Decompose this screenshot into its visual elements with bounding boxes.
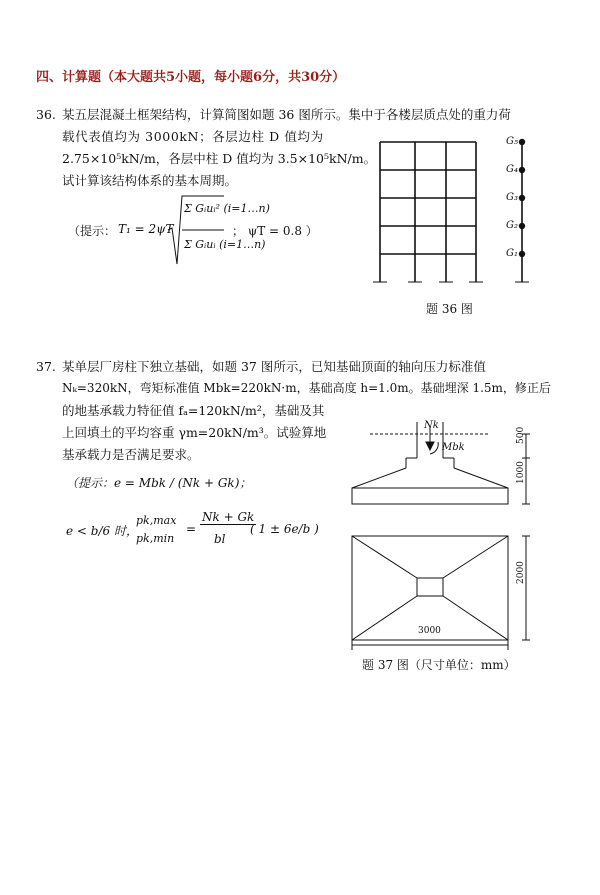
- q37-hint2-condition: e < b/6 时，: [66, 524, 138, 538]
- q36-line4: 试计算该结构体系的基本周期。: [62, 173, 238, 188]
- q37-line5: 基承载力是否满足要求。: [62, 447, 200, 462]
- q36-frame-figure: [370, 132, 550, 294]
- q37-number: 37.: [36, 359, 56, 374]
- q36-formula-denominator: Σ Gᵢuᵢ (i=1…n): [184, 238, 266, 251]
- q37-line3: 的地基承载力特征值 fₐ=120kN/m²，基础及其: [62, 403, 325, 418]
- mass-label-g2: G₂: [506, 220, 518, 231]
- mass-label-g4: G₄: [506, 164, 518, 175]
- dim-line-3000: [346, 638, 516, 652]
- q36-formula-numerator: Σ Gᵢuᵢ² (i=1…n): [184, 202, 270, 215]
- q37-hint1: （提示：e = Mbk / (Nk + Gk)；: [66, 476, 252, 490]
- dim-500: 500: [516, 426, 526, 444]
- mass-label-g1: G₁: [506, 248, 518, 259]
- q36-hint-prefix: （提示：: [68, 224, 117, 238]
- q36-number: 36.: [36, 107, 56, 122]
- dim-1000: 1000: [516, 461, 526, 484]
- q37-caption: 题 37 图（尺寸单位：mm）: [362, 658, 516, 672]
- q36-line2: 载代表值均为 3000kN；各层边柱 D 值均为: [62, 129, 324, 144]
- q37-line4: 上回填土的平均容重 γm=20kN/m³。试验算地: [62, 425, 327, 440]
- dim-3000: 3000: [418, 626, 441, 636]
- q36-formula-lhs: T₁ = 2ψT: [118, 222, 174, 236]
- q36-formula-rhs: ； ψT = 0.8 ）: [232, 224, 318, 238]
- q37-hint2-bracket: ( 1 ± 6e/b ): [250, 522, 319, 536]
- q37-hint2-equals: =: [186, 522, 197, 536]
- q36-line1: 某五层混凝土框架结构，计算简图如题 36 图所示。集中于各楼层质点处的重力荷: [62, 107, 511, 122]
- q37-foundation-figure: [340, 412, 540, 650]
- q36-line3: 2.75×10⁵kN/m，各层中柱 D 值均为 3.5×10⁵kN/m。: [62, 151, 377, 166]
- load-m-label: Mbk: [442, 442, 465, 453]
- q37-hint2-denominator: bl: [214, 532, 226, 546]
- q37-line1: 某单层厂房柱下独立基础，如题 37 图所示，已知基础顶面的轴向压力标准值: [62, 359, 486, 374]
- q37-line2: Nₖ=320kN，弯矩标准值 Mbk=220kN·m，基础高度 h=1.0m。基础埋深 1.5m，修正后: [62, 381, 551, 395]
- load-n-label: Nk: [424, 420, 439, 431]
- section-heading: 四、计算题（本大题共5小题，每小题6分，共30分）: [36, 70, 346, 85]
- mass-label-g3: G₃: [506, 192, 518, 203]
- mass-label-g5: G₅: [506, 136, 518, 147]
- q37-hint2-pmax: pk,max: [136, 514, 177, 527]
- q36-caption: 题 36 图: [426, 302, 473, 316]
- q37-hint2-pmin: pk,min: [136, 532, 175, 545]
- q37-hint2-numerator: Nk + Gk: [202, 510, 255, 524]
- dim-2000: 2000: [516, 561, 526, 584]
